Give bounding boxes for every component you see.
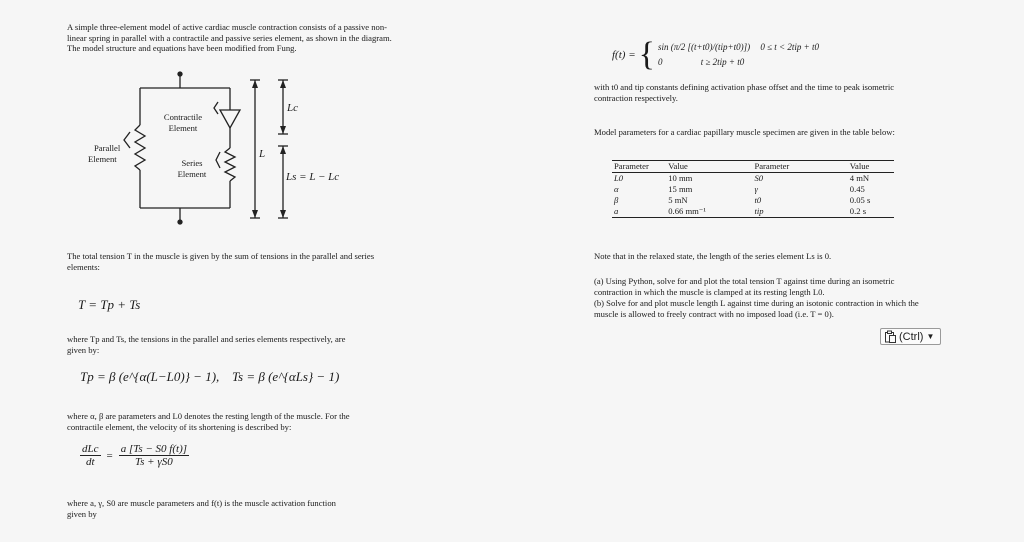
total-tension-equation: T = Tp + Ts [78,297,141,312]
intro-line-1: A simple three-element model of active cardiac muscle contraction consists of a passive non- [67,22,388,32]
tension-where-paragraph: where Tp and Ts, the tensions in the parallel and series elements respectively, are given by: [67,334,346,355]
ts-equation: Ts = β (e^{αLs} − 1) [232,369,340,384]
header-value-2: Value [818,161,894,173]
contractile-element-label: Contractile Element [163,112,203,133]
table-caption: Model parameters for a cardiac papillary muscle specimen are given in the table below: [594,127,895,137]
question-b: (b) Solve for and plot muscle length L against time during an isotonic contraction in which the muscle is allowed to freely contract with no imposed load (i.e. T = 0). [594,298,919,319]
tension-paragraph: The total tension T in the muscle is given by the sum of tensions in the parallel and series elements: [67,251,375,272]
ls-equation-label: Ls = L − Lc [286,171,340,183]
velocity-paragraph: where α, β are parameters and L0 denotes the resting length of the muscle. For the contractile element, the velocity of its shortening is described by: [67,411,350,432]
table-row: β 5 mN t0 0.05 s [614,195,871,205]
relaxed-state-note: Note that in the relaxed state, the length of the series element Ls is 0. [594,251,832,261]
table-row: L0 10 mm S0 4 mN [614,173,870,183]
muscle-model-diagram [80,70,370,230]
intro-line-3: The model structure and equations have been modified from Fung. [67,43,297,54]
velocity-equation: $\frac{\text{dLc}}{dt}$ = $\frac{a [Ts - S0 f(t)]}{Ts + \gamma S0}$ [82,443,188,468]
chevron-down-icon[interactable]: ▼ [926,332,935,341]
velocity-rhs-fraction: $\frac{a [Ts - S0 f(t)]}{Ts + \gamma S0}$ [120,443,188,468]
case1-expression: sin (π/2 [(t+t0)/(tip+t0)]) [657,42,751,52]
intro-line-2: linear spring in parallel with a contractile and passive series element, as shown in the diagram. [67,32,392,43]
header-parameter-1: Parameter [612,161,666,173]
clipboard-icon [884,330,897,343]
case2-condition: t ≥ 2tip + t0 [700,57,745,67]
activation-function-equation [612,36,819,73]
question-a: (a) Using Python, solve for and plot the total tension T against time during an isometric contraction in which the muscle is clamped at its resting length L0. [594,276,895,297]
piecewise-brace: { [638,36,655,73]
case2-expression: 0 [657,57,663,67]
activation-note: with t0 and tip constants defining activation phase offset and the time to peak isometric contraction respectively. [594,82,895,103]
activation-lhs: f(t) = [612,49,636,61]
parallel-element-label: Parallel Element [88,143,121,164]
table-row: a 0.66 mm⁻¹ tip 0.2 s [612,206,894,218]
intro-paragraph [67,22,392,54]
paste-options-label: (Ctrl) [899,330,924,343]
tp-equation: Tp = β (e^{α(L−L0)} − 1), [80,369,220,384]
l-dimension-label: L [259,148,266,160]
paste-options-button[interactable] [880,328,941,345]
lc-dimension-label: Lc [287,102,298,114]
case1-condition: 0 ≤ t < 2tip + t0 [760,42,819,52]
header-parameter-2: Parameter [724,161,817,173]
table-header-row [612,161,894,173]
table-row: α 15 mm γ 0.45 [614,184,865,194]
velocity-lhs-fraction: $\frac{\text{dLc}}{dt}$ [82,443,99,468]
header-value-1: Value [666,161,724,173]
piecewise-cases [658,40,819,70]
parameters-table [612,160,894,218]
series-element-label: Series Element [177,158,207,179]
activation-where-paragraph: where a, γ, S0 are muscle parameters and f(t) is the muscle activation function given by [67,498,336,519]
